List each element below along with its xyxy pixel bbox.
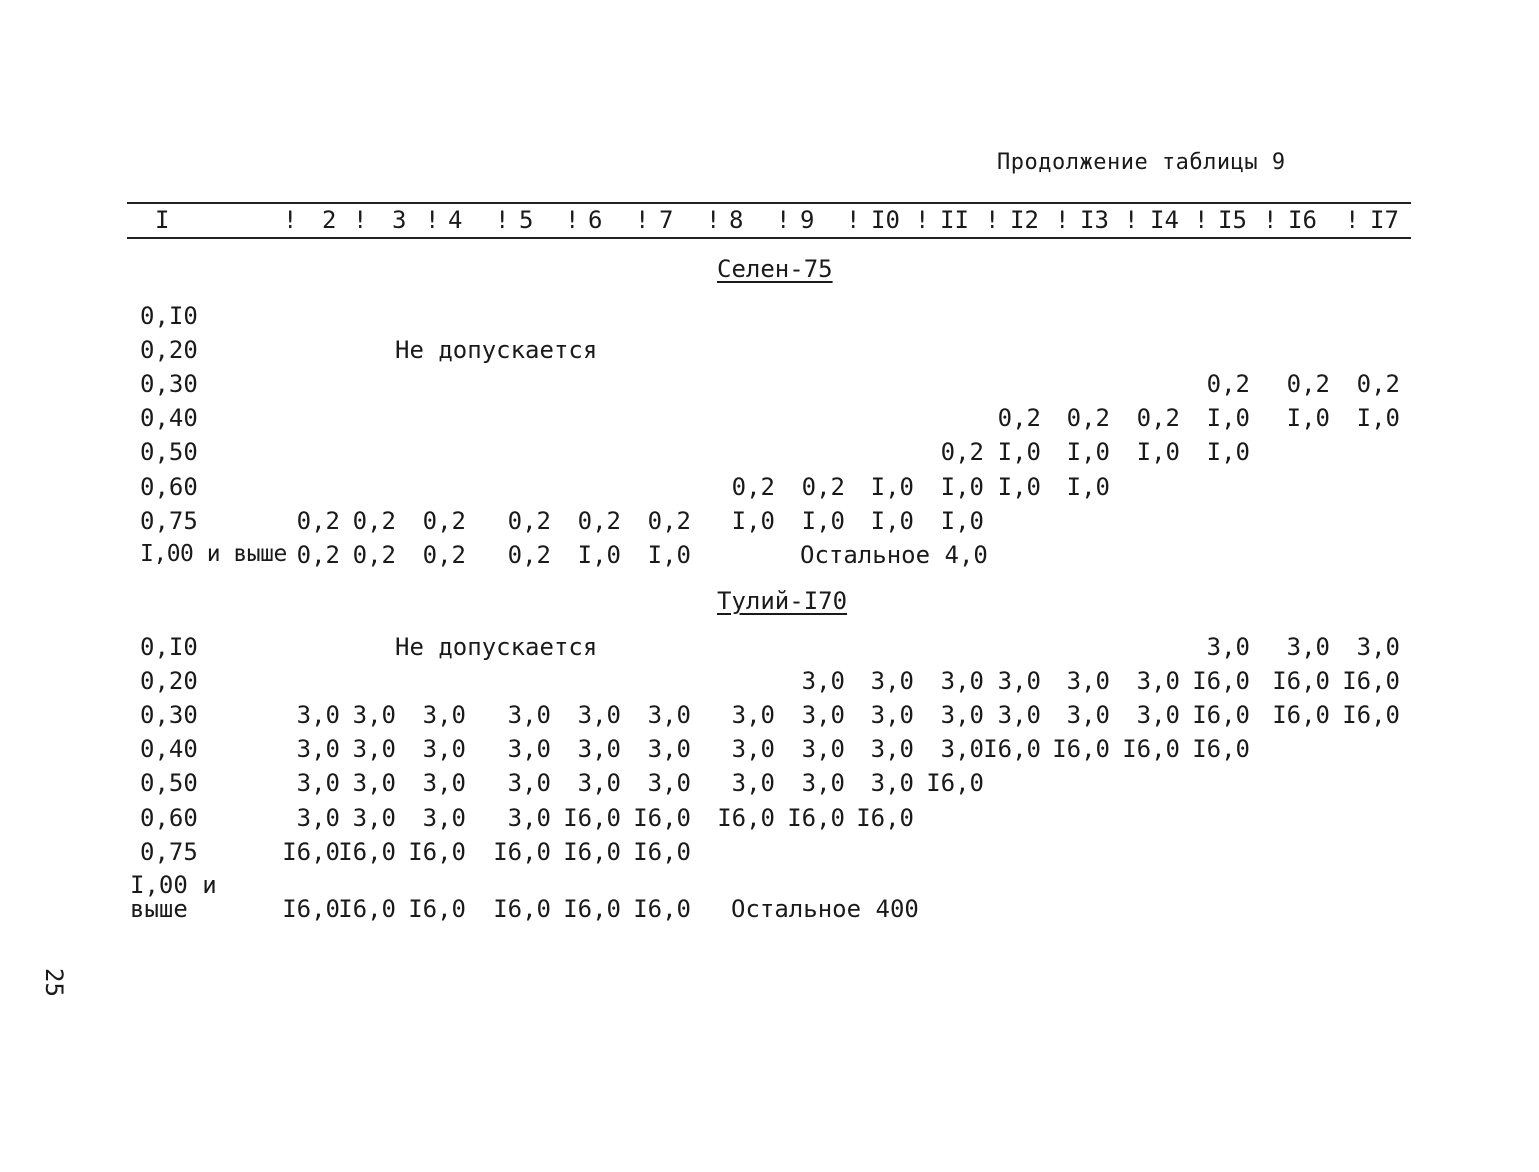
table-cell: I,0 [997,438,1041,466]
table-cell: 3,0 [352,804,396,832]
row-label: 0,40 [140,735,198,763]
table-cell: 3,0 [1206,633,1250,661]
table-cell: 3,0 [731,701,775,729]
table-cell: 0,2 [422,507,466,535]
table-cell: I6,0 [408,895,466,923]
row-label: 0,30 [140,701,198,729]
table-cell: 3,0 [577,769,621,797]
table-cell: 3,0 [997,667,1041,695]
column-header-4: 4 [448,206,463,234]
table-cell: 0,2 [1286,370,1330,398]
table-cell: I,0 [1286,404,1330,432]
column-header-1: I [155,206,170,234]
table-cell: 3,0 [647,769,691,797]
table-cell: 3,0 [870,735,914,763]
column-header-14: I4 [1150,206,1179,234]
table-cell: 3,0 [422,701,466,729]
row-label: 0,60 [140,804,198,832]
table-cell: 0,2 [1066,404,1110,432]
table-cell: 3,0 [801,667,845,695]
table-cell: I6,0 [338,838,396,866]
table-cell: I,0 [1136,438,1180,466]
table-cell: 3,0 [1356,633,1400,661]
table-cell: I6,0 [983,735,1041,763]
table-cell: 0,2 [731,473,775,501]
row-note: Остальное 4,0 [800,541,988,569]
table-cell: I6,0 [282,895,340,923]
table-cell: 3,0 [731,735,775,763]
table-cell: 0,2 [801,473,845,501]
column-separator: ! [635,206,650,234]
section-title: Тулий-I70 [717,587,848,615]
table-cell: I,0 [997,473,1041,501]
column-separator: ! [565,206,580,234]
table-cell: I6,0 [633,804,691,832]
table-cell: I6,0 [563,804,621,832]
table-caption: Продолжение таблицы 9 [997,150,1286,175]
table-cell: 0,2 [997,404,1041,432]
table-cell: I,0 [1066,438,1110,466]
table-cell: 3,0 [940,701,984,729]
table-cell: 3,0 [577,735,621,763]
column-separator: ! [1194,206,1209,234]
table-cell: 3,0 [296,804,340,832]
table-cell: I,0 [870,507,914,535]
table-cell: 0,2 [577,507,621,535]
column-header-11: II [940,206,969,234]
table-cell: 3,0 [1136,667,1180,695]
table-cell: 3,0 [296,701,340,729]
row-label: 0,20 [140,667,198,695]
table-cell: I6,0 [493,838,551,866]
table-cell: 0,2 [1136,404,1180,432]
column-separator: ! [706,206,721,234]
table-cell: 0,2 [940,438,984,466]
table-cell: I,0 [940,473,984,501]
table-cell: 0,2 [507,541,551,569]
column-header-12: I2 [1010,206,1039,234]
table-cell: 3,0 [352,769,396,797]
table-cell: 3,0 [1066,667,1110,695]
table-cell: I6,0 [1052,735,1110,763]
table-cell: I6,0 [1192,667,1250,695]
table-cell: I6,0 [633,895,691,923]
row-label: 0,40 [140,404,198,432]
column-header-9: 9 [800,206,815,234]
table-cell: I,0 [1356,404,1400,432]
table-cell: 3,0 [940,667,984,695]
table-cell: 3,0 [577,701,621,729]
table-cell: I6,0 [408,838,466,866]
table-cell: I6,0 [338,895,396,923]
column-separator: ! [1055,206,1070,234]
table-cell: 3,0 [801,701,845,729]
table-cell: I,0 [1206,438,1250,466]
row-label: 0,20 [140,336,198,364]
row-label: 0,75 [140,838,198,866]
table-cell: 0,2 [507,507,551,535]
row-label: 0,50 [140,438,198,466]
table-cell: 3,0 [507,735,551,763]
table-cell: I6,0 [717,804,775,832]
column-separator: ! [1345,206,1360,234]
table-cell: 3,0 [940,735,984,763]
column-separator: ! [846,206,861,234]
table-cell: 3,0 [870,667,914,695]
section-title: Селен-75 [717,255,833,283]
column-separator: ! [353,206,368,234]
table-cell: 3,0 [422,804,466,832]
table-cell: I6,0 [1342,701,1400,729]
column-header-10: I0 [871,206,900,234]
row-label: 0,30 [140,370,198,398]
column-separator: ! [915,206,930,234]
table-cell: 0,2 [647,507,691,535]
column-header-8: 8 [729,206,744,234]
table-cell: 3,0 [352,735,396,763]
table-cell: I6,0 [1272,667,1330,695]
column-separator: ! [495,206,510,234]
column-header-15: I5 [1218,206,1247,234]
table-cell: 3,0 [997,701,1041,729]
table-cell: 3,0 [1286,633,1330,661]
column-header-7: 7 [659,206,674,234]
row-label: 0,I0 [140,302,198,330]
column-header-3: 3 [392,206,407,234]
table-cell: 3,0 [422,735,466,763]
table-cell: 3,0 [507,804,551,832]
table-cell: 3,0 [1136,701,1180,729]
table-cell: 3,0 [1066,701,1110,729]
table-cell: 3,0 [296,769,340,797]
table-cell: I6,0 [563,895,621,923]
row-note: Не допускается [395,633,598,661]
table-cell: I6,0 [1272,701,1330,729]
row-label: 0,60 [140,473,198,501]
column-header-17: I7 [1370,206,1399,234]
column-header-2: 2 [322,206,337,234]
table-cell: 0,2 [296,507,340,535]
column-header-16: I6 [1288,206,1317,234]
row-label: I,00 и выше [140,541,287,567]
table-cell: 3,0 [801,769,845,797]
column-separator: ! [776,206,791,234]
table-cell: I6,0 [1192,701,1250,729]
table-cell: 0,2 [352,507,396,535]
table-cell: I,0 [801,507,845,535]
row-label: 0,50 [140,769,198,797]
table-cell: I6,0 [1342,667,1400,695]
table-cell: I6,0 [493,895,551,923]
table-cell: I6,0 [563,838,621,866]
column-separator: ! [425,206,440,234]
row-label: 0,I0 [140,633,198,661]
column-header-6: 6 [588,206,603,234]
table-cell: 3,0 [507,701,551,729]
table-cell: I6,0 [1192,735,1250,763]
table-cell: I6,0 [282,838,340,866]
table-cell: 3,0 [731,769,775,797]
table-cell: I,0 [647,541,691,569]
row-note: Не допускается [395,336,598,364]
table-cell: I,0 [1066,473,1110,501]
table-cell: 0,2 [352,541,396,569]
table-cell: I,0 [577,541,621,569]
column-separator: ! [1263,206,1278,234]
table-cell: I6,0 [787,804,845,832]
row-label: I,00 и выше [130,871,217,923]
row-note: Остальное 400 [731,895,919,923]
table-cell: 0,2 [1356,370,1400,398]
table-cell: I,0 [940,507,984,535]
table-cell: I,0 [870,473,914,501]
table-cell: I,0 [1206,404,1250,432]
table-cell: I,0 [731,507,775,535]
column-header-13: I3 [1080,206,1109,234]
table-cell: I6,0 [633,838,691,866]
table-cell: 0,2 [296,541,340,569]
table-cell: 3,0 [647,701,691,729]
table-cell: 3,0 [647,735,691,763]
table-cell: 3,0 [422,769,466,797]
table-cell: I6,0 [926,769,984,797]
table-cell: 3,0 [296,735,340,763]
table-cell: 0,2 [422,541,466,569]
table-cell: 3,0 [870,769,914,797]
table-cell: 3,0 [507,769,551,797]
row-label: 0,75 [140,507,198,535]
page-number: 25 [40,968,68,997]
header-bottom-rule [127,237,1411,239]
table-cell: 0,2 [1206,370,1250,398]
table-cell: 3,0 [870,701,914,729]
table-cell: I6,0 [1122,735,1180,763]
table-cell: 3,0 [352,701,396,729]
table-cell: 3,0 [801,735,845,763]
column-separator: ! [985,206,1000,234]
column-separator: ! [283,206,298,234]
table-cell: I6,0 [856,804,914,832]
column-separator: ! [1124,206,1139,234]
column-header-5: 5 [519,206,534,234]
